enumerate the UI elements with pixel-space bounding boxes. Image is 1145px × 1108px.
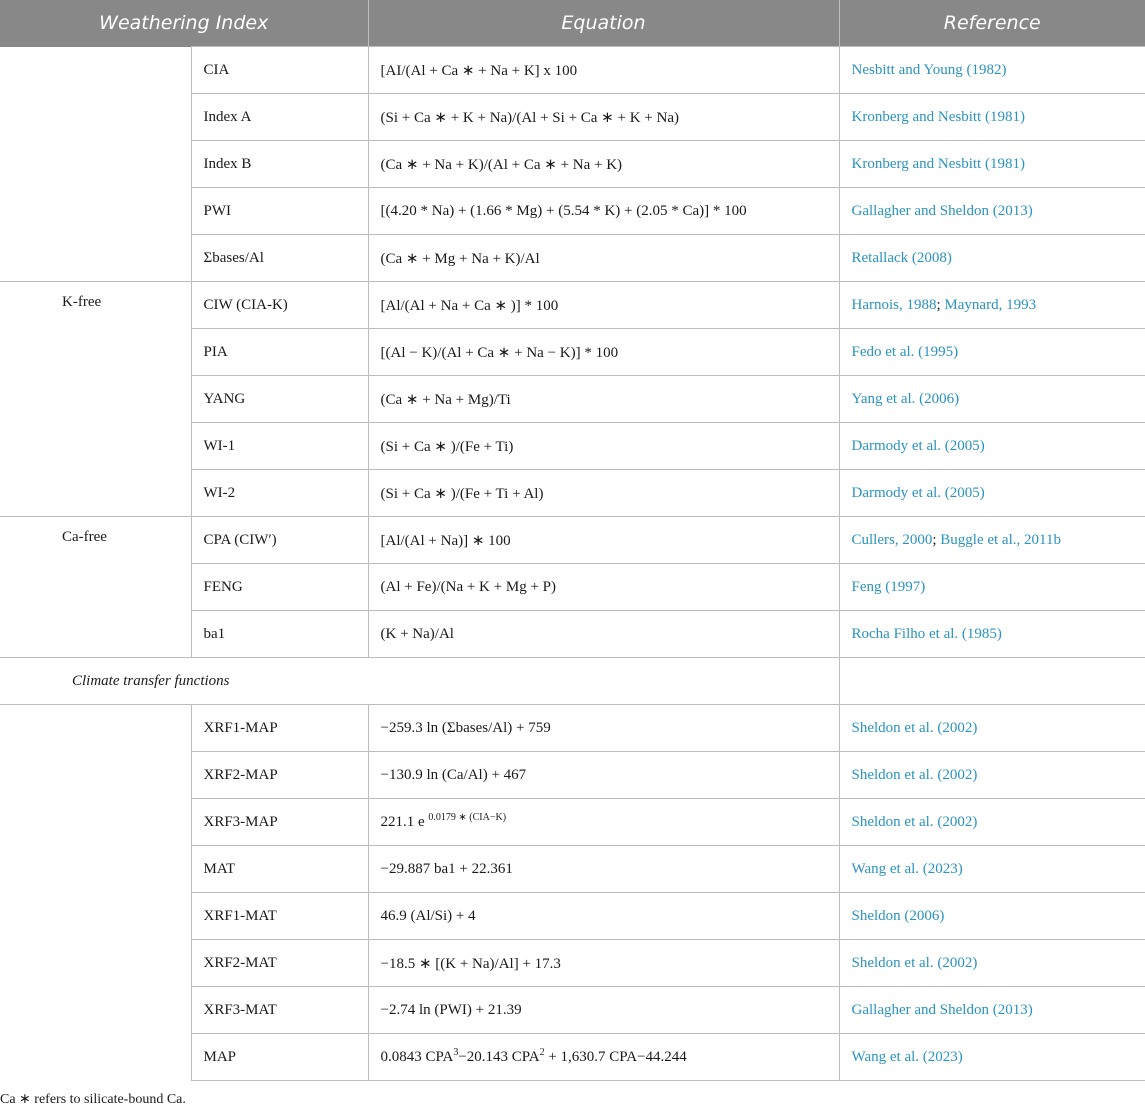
equation-part: −20.143 CPA [458,1048,540,1065]
reference-link[interactable]: Kronberg and Nesbitt (1981) [839,94,1145,141]
reference-link[interactable]: Sheldon et al. (2002) [839,940,1145,987]
section-empty-cell [839,658,1145,705]
equation: [Al/(Al + Na)] ∗ 100 [368,517,839,564]
equation: 46.9 (Al/Si) + 4 [368,893,839,940]
reference-link[interactable]: Sheldon et al. (2002) [839,799,1145,846]
reference-link[interactable]: Nesbitt and Young (1982) [839,47,1145,94]
index-name: CPA (CIW′) [191,517,368,564]
index-name: Index B [191,141,368,188]
table-row [0,705,1145,752]
index-name: XRF2-MAT [191,940,368,987]
reference-link[interactable]: Maynard, 1993 [944,296,1037,313]
table-footnote: Ca ∗ refers to silicate-bound Ca. [0,1092,186,1107]
header-row [0,0,1145,47]
section-title-climate-transfer-functions: Climate transfer functions [0,658,839,705]
reference-cell [839,517,1145,564]
index-name: MAP [191,1034,368,1081]
equation-superscript: 3 [453,1046,459,1058]
group-label-empty [0,705,191,1081]
equation-superscript: 2 [539,1046,545,1058]
equation: −259.3 ln (Σbases/Al) + 759 [368,705,839,752]
equation [368,1034,839,1081]
index-name: PIA [191,329,368,376]
index-name: CIA [191,47,368,94]
reference-link[interactable]: Sheldon (2006) [839,893,1145,940]
equation: (Si + Ca ∗ + K + Na)/(Al + Si + Ca ∗ + K + Na) [368,94,839,141]
reference-separator: ; [936,296,945,313]
equation: (Si + Ca ∗ )/(Fe + Ti + Al) [368,470,839,517]
equation: (Al + Fe)/(Na + K + Mg + P) [368,564,839,611]
reference-link[interactable]: Fedo et al. (1995) [839,329,1145,376]
index-name: FENG [191,564,368,611]
reference-link[interactable]: Retallack (2008) [839,235,1145,282]
index-name: ba1 [191,611,368,658]
reference-link[interactable]: Buggle et al., 2011b [940,531,1061,548]
reference-link[interactable]: Gallagher and Sheldon (2013) [839,987,1145,1034]
index-name: WI-1 [191,423,368,470]
index-name: XRF1-MAT [191,893,368,940]
equation: (Ca ∗ + Mg + Na + K)/Al [368,235,839,282]
reference-link[interactable]: Wang et al. (2023) [839,846,1145,893]
index-name: Σbases/Al [191,235,368,282]
equation-exponent: 0.0179 ∗ (CIA−K) [428,811,507,823]
index-name: XRF3-MAP [191,799,368,846]
reference-separator: ; [932,531,941,548]
index-name: PWI [191,188,368,235]
equation: (Ca ∗ + Na + K)/(Al + Ca ∗ + Na + K) [368,141,839,188]
table-row [0,517,1145,564]
reference-link[interactable]: Sheldon et al. (2002) [839,752,1145,799]
header-weathering-index: Weathering Index [0,0,368,47]
equation: −18.5 ∗ [(K + Na)/Al] + 17.3 [368,940,839,987]
table-row [0,282,1145,329]
index-name: CIW (CIA-K) [191,282,368,329]
table-row [0,47,1145,94]
index-name: MAT [191,846,368,893]
reference-link[interactable]: Darmody et al. (2005) [839,470,1145,517]
group-label-k-free: K-free [0,282,191,517]
reference-link[interactable]: Kronberg and Nesbitt (1981) [839,141,1145,188]
reference-link[interactable]: Wang et al. (2023) [839,1034,1145,1081]
equation: −2.74 ln (PWI) + 21.39 [368,987,839,1034]
equation-part: + 1,630.7 CPA−44.244 [544,1048,687,1065]
index-name: WI-2 [191,470,368,517]
equation-part: 0.0843 CPA [380,1048,454,1065]
reference-link[interactable]: Gallagher and Sheldon (2013) [839,188,1145,235]
equation: (Ca ∗ + Na + Mg)/Ti [368,376,839,423]
reference-link[interactable]: Harnois, 1988 [851,296,937,313]
index-name: XRF2-MAP [191,752,368,799]
header-equation: Equation [368,0,839,47]
index-name: Index A [191,94,368,141]
index-name: YANG [191,376,368,423]
reference-link[interactable]: Rocha Filho et al. (1985) [839,611,1145,658]
reference-link[interactable]: Cullers, 2000 [851,531,933,548]
equation: [(4.20 * Na) + (1.66 * Mg) + (5.54 * K) + (2.05 * Ca)] * 100 [368,188,839,235]
index-name: XRF1-MAP [191,705,368,752]
equation: −130.9 ln (Ca/Al) + 467 [368,752,839,799]
equation: (Si + Ca ∗ )/(Fe + Ti) [368,423,839,470]
group-label-ca-free: Ca-free [0,517,191,658]
equation: [Al/(Al + Na + Ca ∗ )] * 100 [368,282,839,329]
reference-cell [839,282,1145,329]
reference-link[interactable]: Sheldon et al. (2002) [839,705,1145,752]
header-reference: Reference [839,0,1145,47]
reference-link[interactable]: Yang et al. (2006) [839,376,1145,423]
equation: (K + Na)/Al [368,611,839,658]
group-label-empty [0,47,191,282]
section-row [0,658,1145,705]
equation [368,799,839,846]
equation-base: 221.1 e [380,813,425,830]
index-name: XRF3-MAT [191,987,368,1034]
reference-link[interactable]: Feng (1997) [839,564,1145,611]
equation: [(Al − K)/(Al + Ca ∗ + Na − K)] * 100 [368,329,839,376]
equation: [AI/(Al + Ca ∗ + Na + K] x 100 [368,47,839,94]
equation: −29.887 ba1 + 22.361 [368,846,839,893]
reference-link[interactable]: Darmody et al. (2005) [839,423,1145,470]
